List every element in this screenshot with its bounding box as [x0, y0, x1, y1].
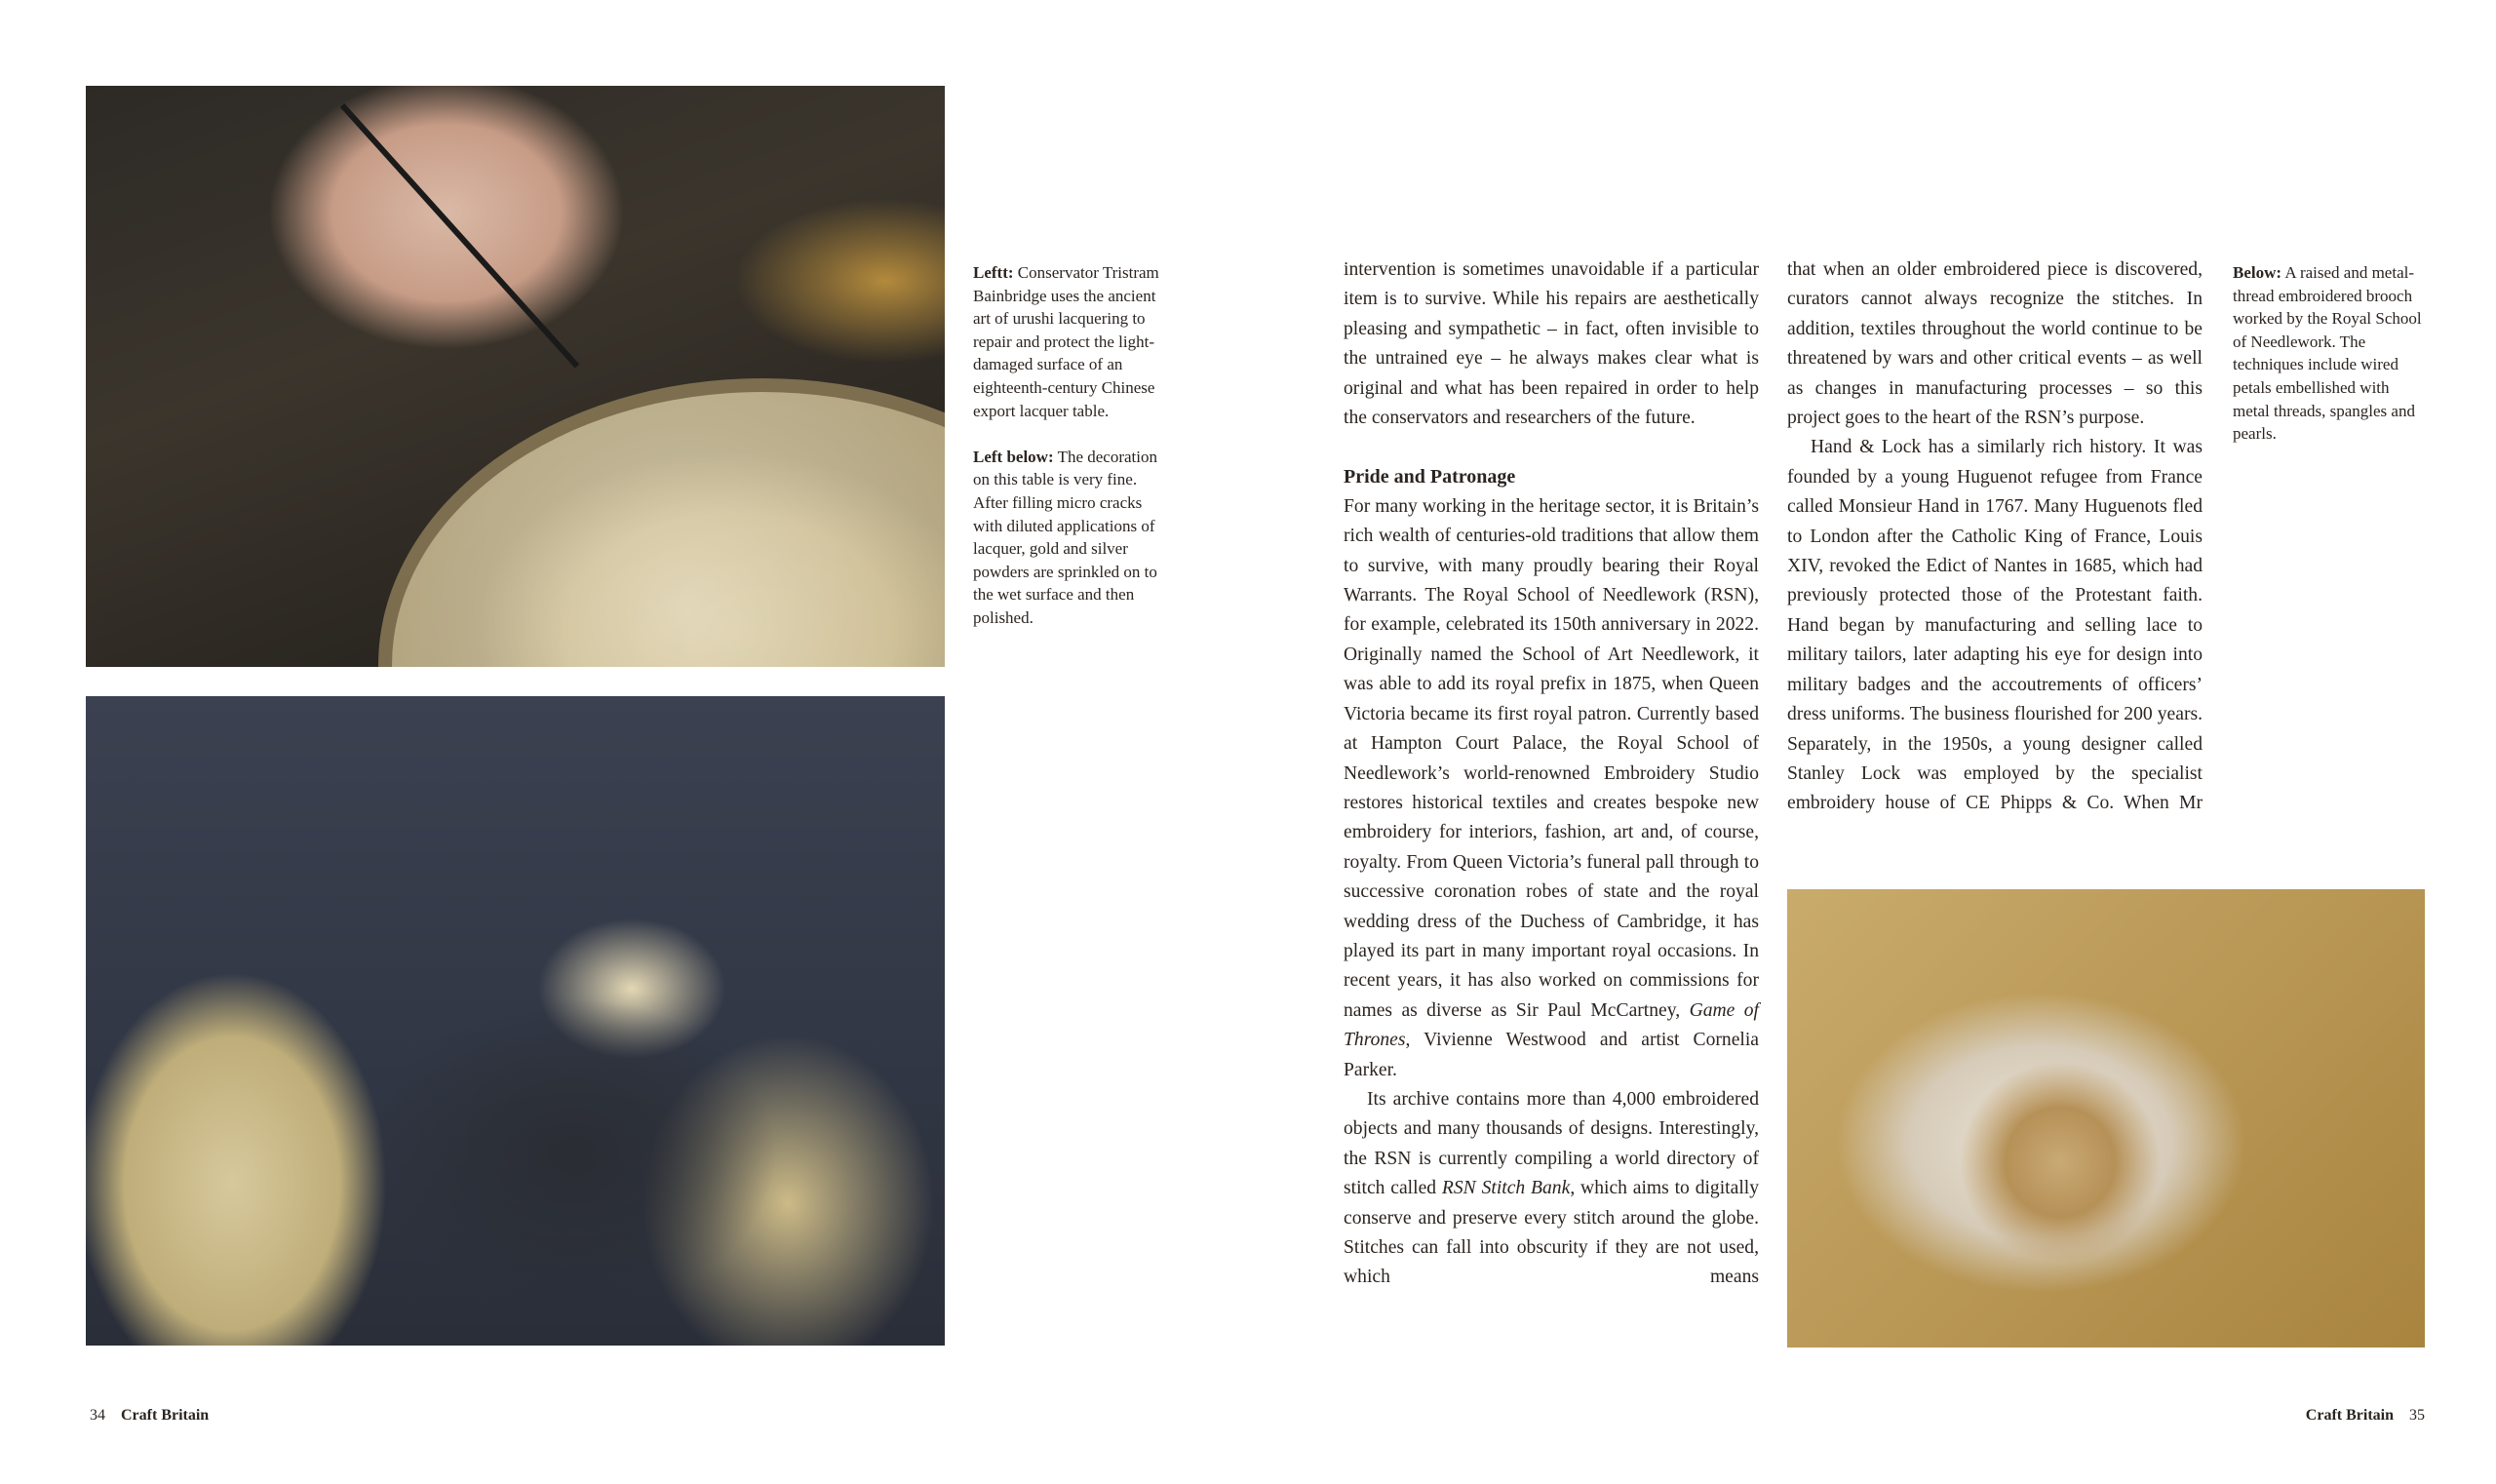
- section-heading: Pride and Patronage: [1344, 466, 1516, 488]
- caption-text: The decoration on this table is very fine. After filling micro cracks with diluted applications of lacquer, gold and silver powders are sprinkled on to the wet surface and then polished.: [973, 447, 1158, 627]
- footer-left: [90, 1407, 209, 1425]
- text-run: For many working in the heritage sector, it is Britain’s rich wealth of centuries-old traditions that allow them to survive, with many proudly bearing their Royal Warrants. The Royal School of Needlework (RSN), for example, celebrated its 150th anniversary in 2022. Originally named the School of Art Needlework, it was able to add its royal prefix in 1875, when Queen Victoria became its first royal patron. Currently based at Hampton Court Palace, the Royal School of Needlework’s world-renowned Embroidery Studio restores historical textiles and creates bespoke new embroidery for interiors, fashion, art and, of course, royalty. From Queen Victoria’s funeral pall through to successive coronation robes of state and the royal wedding dress of the Duchess of Cambridge, it has played its part in many important royal occasions. In recent years, it has also worked on commissions for names as diverse as Sir Paul McCartney,: [1344, 495, 1759, 1021]
- photo-lacquer-table-decoration: [86, 696, 945, 1346]
- italic-title: RSN Stitch Bank: [1441, 1178, 1571, 1199]
- caption-left: [973, 261, 1168, 652]
- publication-name: Craft Britain: [121, 1407, 210, 1424]
- photo-embroidered-brooch: [1787, 889, 2425, 1347]
- footer-right: [2306, 1407, 2425, 1425]
- text-run: , which aims to digitally conserve and preserve every stitch around the globe. Stitches can fall into obscurity if they are not used, which means: [1344, 1178, 1759, 1288]
- text-run: Its archive contains more than 4,000 embroidered objects and many thousands of designs. Interestingly, the RSN is currently compiling a world directory of stitch called: [1344, 1088, 1759, 1199]
- page-number: 35: [2409, 1407, 2425, 1424]
- body-paragraph: [1344, 1085, 1759, 1293]
- caption-left-top: [973, 261, 1168, 422]
- caption-right: [2233, 261, 2428, 468]
- caption-label: Below:: [2233, 263, 2282, 282]
- body-column-2: [1787, 255, 2203, 819]
- caption-text: A raised and metal-thread embroidered brooch worked by the Royal School of Needlework. The techniques include wired petals embellished with metal threads, spangles and pearls.: [2233, 263, 2422, 444]
- page-number: 34: [90, 1407, 105, 1424]
- caption-text: Conservator Tristram Bainbridge uses the ancient art of urushi lacquering to repair and protect the light-damaged surface of an eighteenth-century Chinese export lacquer table.: [973, 263, 1159, 420]
- lacquer-table-plate: [378, 378, 945, 667]
- paintbrush: [340, 103, 579, 369]
- text-run: , Vivienne Westwood and artist Cornelia Parker.: [1344, 1030, 1759, 1080]
- italic-title: Game of Thrones: [1344, 999, 1759, 1051]
- photo-conservator-lacquering: [86, 86, 945, 667]
- caption-below: [2233, 261, 2428, 446]
- body-paragraph: [1344, 492, 1759, 1085]
- body-paragraph: Hand & Lock has a similarly rich history. It was founded by a young Huguenot refugee from France called Monsieur Hand in 1767. Many Huguenots fled to London after the Catholic King of France, Louis XIV, revoked the Edict of Nantes in 1685, which had previously protected those of the Protestant faith. Hand began by manufacturing and selling lace to military tailors, later adapting his eye for design into military badges and the accoutrements of officers’ dress uniforms. The business flourished for 200 years. Separately, in the 1950s, a young designer called Stanley Lock was employed by the specialist embroidery house of CE Phipps & Co. When Mr: [1787, 437, 2203, 814]
- caption-label: Left below:: [973, 447, 1054, 466]
- publication-name: Craft Britain: [2305, 1407, 2394, 1424]
- caption-left-below: [973, 446, 1168, 630]
- body-paragraph: that when an older embroidered piece is discovered, curators cannot always recognize the stitches. In addition, textiles throughout the world continue to be threatened by wars and other critical events – as well as changes in manufacturing processes – so this project goes to the heart of the RSN’s purpose.: [1787, 259, 2203, 429]
- caption-label: Leftt:: [973, 263, 1014, 282]
- body-paragraph: intervention is sometimes unavoidable if a particular item is to survive. While his repairs are aesthetically pleasing and sympathetic – in fact, often invisible to the untrained eye – he always makes clear what is original and what has been repaired in order to help the conservators and researchers of the future.: [1344, 259, 1759, 429]
- body-column-1: [1344, 255, 1759, 1293]
